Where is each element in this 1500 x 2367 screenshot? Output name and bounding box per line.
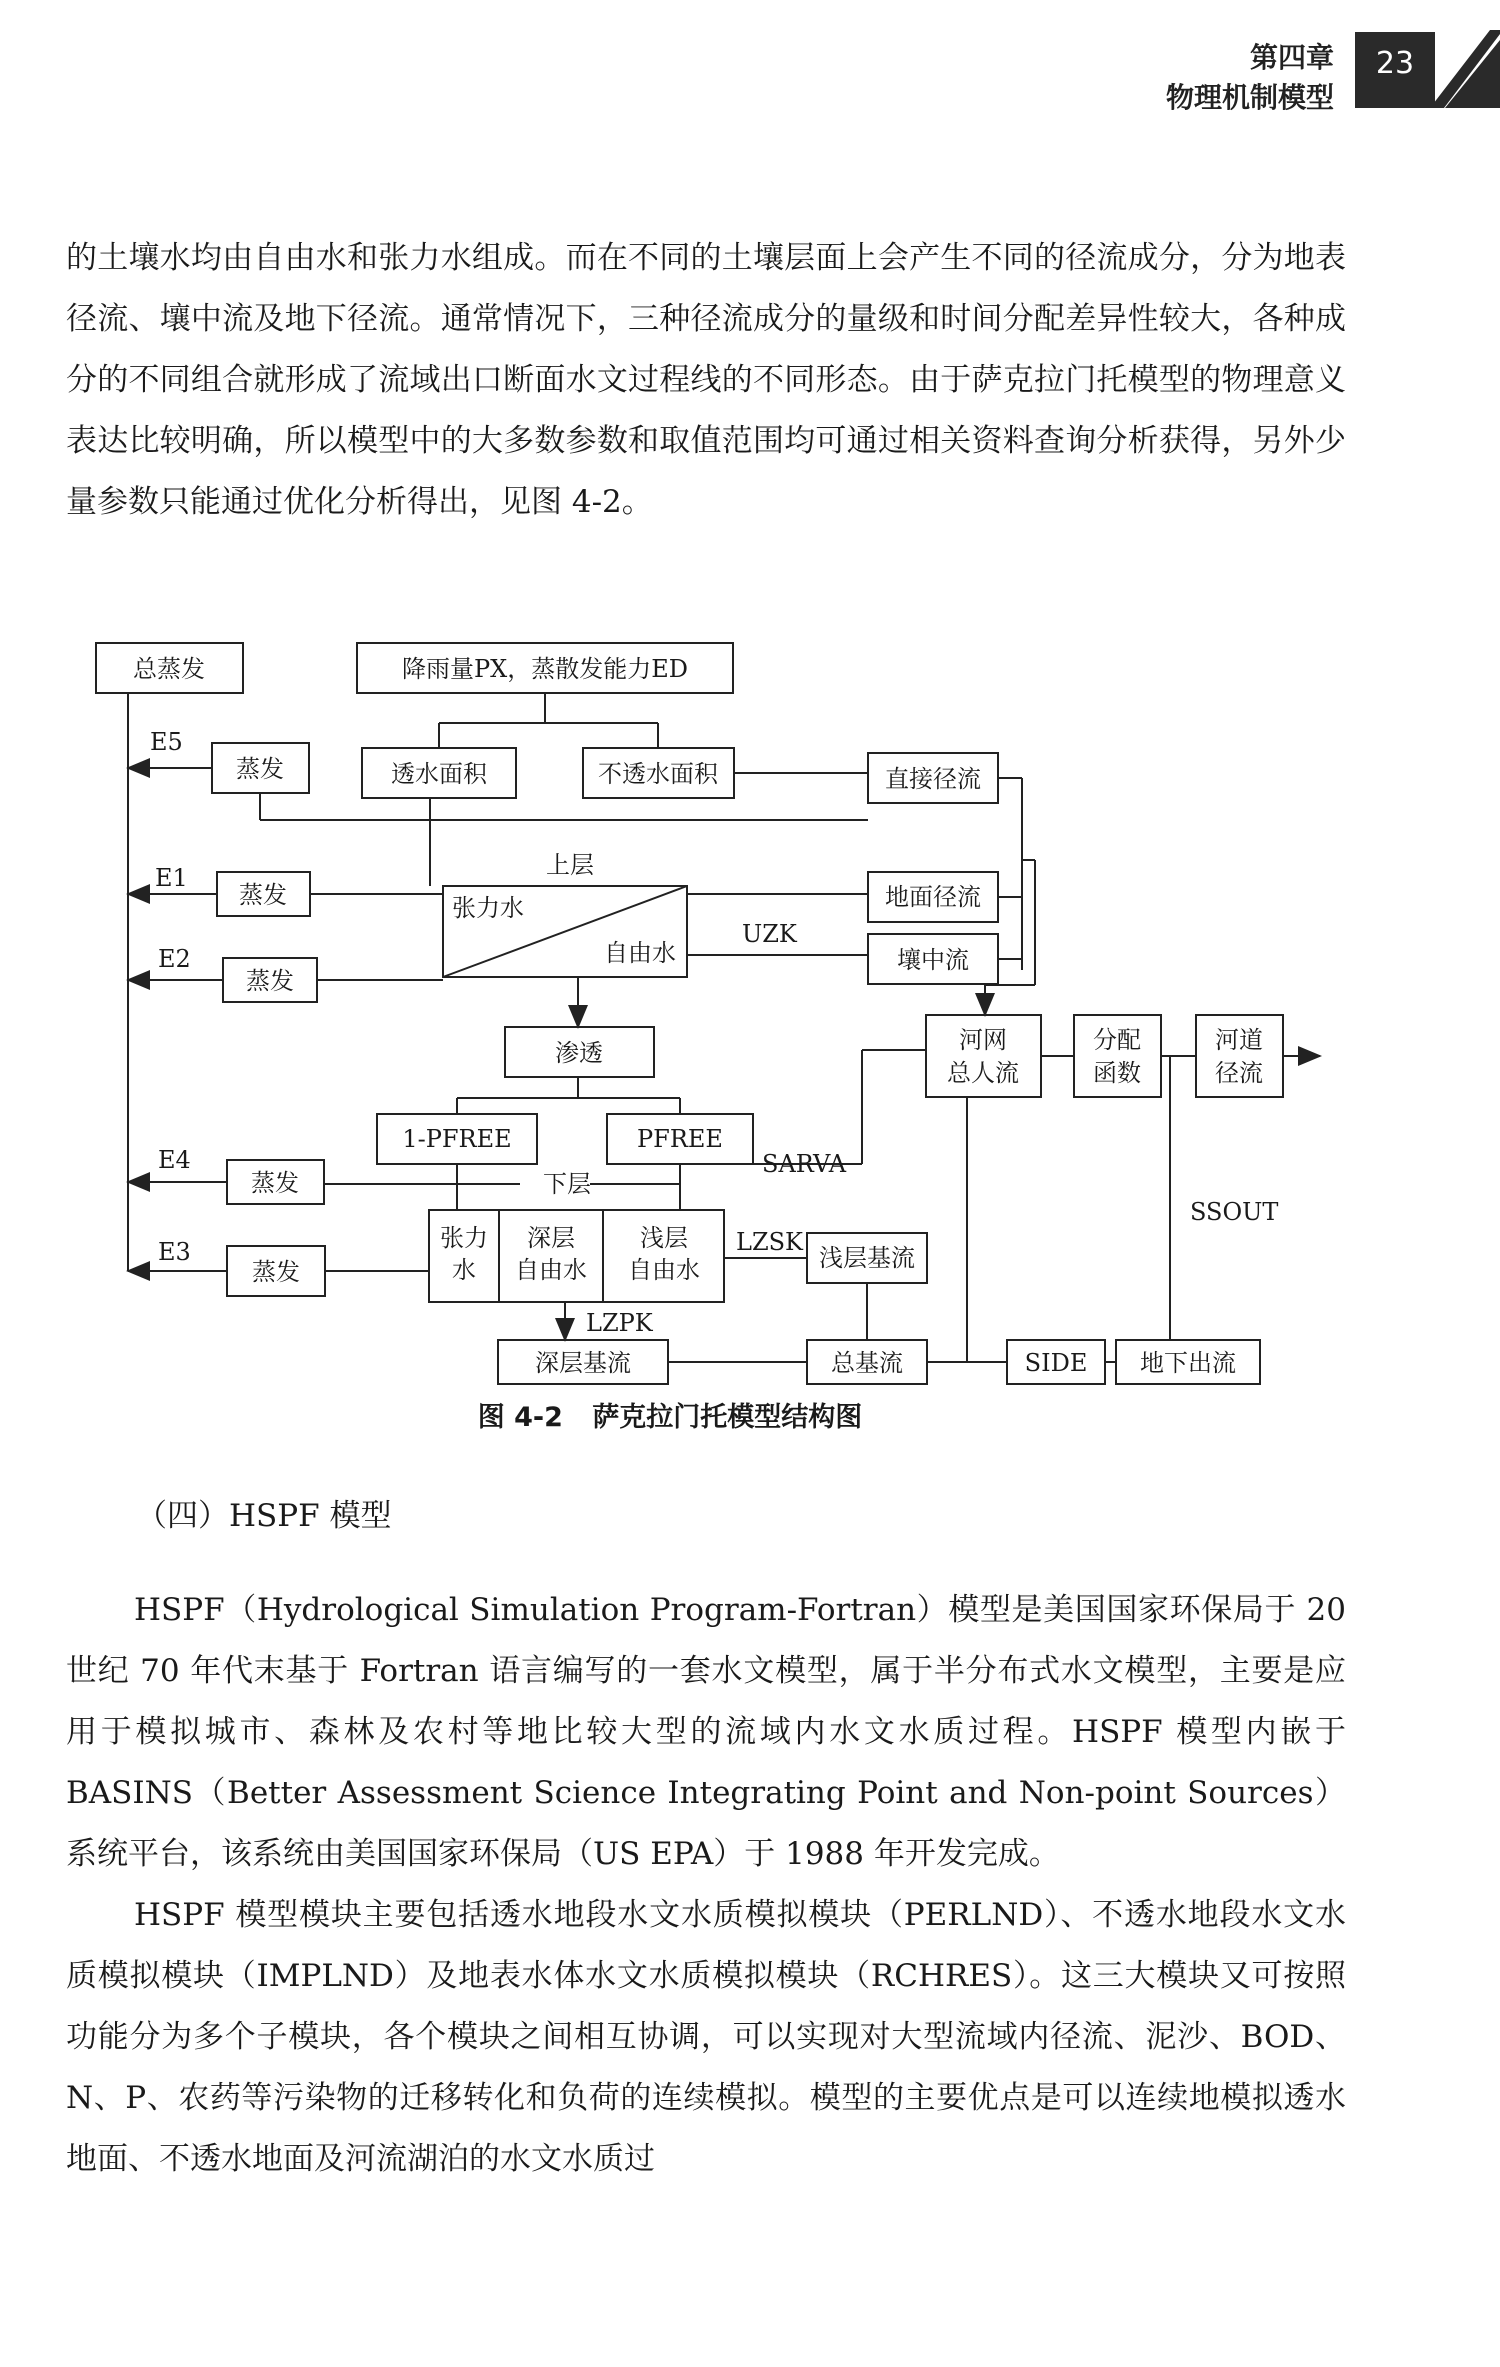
label-free-water: 自由水	[604, 939, 676, 967]
percolation-text: 渗透	[555, 1039, 603, 1067]
evap-e3-text: 蒸发	[252, 1258, 300, 1286]
groundwater-outflow-text: 地下出流	[1140, 1349, 1236, 1377]
label-e3: E3	[158, 1238, 191, 1266]
total-baseflow-text: 总基流	[831, 1349, 903, 1377]
total-evap-text: 总蒸发	[133, 655, 205, 683]
surface-runoff-text: 地面径流	[885, 883, 981, 911]
label-uzk: UZK	[742, 920, 797, 948]
evap-e5-text: 蒸发	[236, 755, 284, 783]
channel-text-2: 径流	[1215, 1059, 1263, 1087]
figure-title: 萨克拉门托模型结构图	[592, 1402, 863, 1433]
lower-tension-text-1: 张力	[440, 1224, 488, 1252]
river-inflow-text-1: 河网	[959, 1026, 1007, 1054]
pfree-text: PFREE	[637, 1125, 723, 1153]
label-e2: E2	[158, 945, 191, 973]
label-sarva: SARVA	[762, 1150, 847, 1178]
hspf-paragraph-1: HSPF（Hydrological Simulation Program-Fortran）模型是美国国家环保局于 20 世纪 70 年代末基于 Fortran 语言编写的一套水文模型，属于半分布式水文模型，主要是应用于模拟城市、森林及农村等地比较大型的流域内水文水质过程。HSPF 模型内嵌于 BASINS（Better Assessment Science Integrating Point and Non-point Sources）系统平台，该系统由美国国家环保局（US EPA）于 1988 年开发完成。	[66, 1592, 1346, 1872]
deep-free-text-2: 自由水	[515, 1256, 587, 1284]
deep-baseflow-text: 深层基流	[535, 1349, 631, 1377]
impervious-text: 不透水面积	[598, 760, 718, 788]
label-upper-layer: 上层	[546, 851, 594, 879]
pervious-text: 透水面积	[391, 760, 487, 788]
chapter-title: 物理机制模型	[1165, 81, 1334, 114]
river-inflow-text-2: 总人流	[947, 1059, 1019, 1087]
label-lzsk: LZSK	[736, 1228, 803, 1256]
deep-free-text-1: 深层	[527, 1224, 575, 1252]
shallow-free-text-2: 自由水	[628, 1256, 700, 1284]
evap-e2-text: 蒸发	[246, 967, 294, 995]
shallow-baseflow-text: 浅层基流	[819, 1244, 915, 1272]
figure-caption	[0, 1395, 1340, 1434]
label-tension-water: 张力水	[452, 894, 524, 922]
side-text: SIDE	[1024, 1349, 1088, 1377]
page-number: 23	[1375, 46, 1415, 81]
shallow-free-text-1: 浅层	[640, 1224, 688, 1252]
label-lower-layer: 下层	[543, 1170, 591, 1198]
evap-e4-text: 蒸发	[251, 1169, 299, 1197]
intro-paragraph: 的土壤水均由自由水和张力水组成。而在不同的土壤层面上会产生不同的径流成分，分为地表径流、壤中流及地下径流。通常情况下，三种径流成分的量级和时间分配差异性较大，各种成分的不同组合就形成了流域出口断面水文过程线的不同形态。由于萨克拉门托模型的物理意义表达比较明确，所以模型中的大多数参数和取值范围均可通过相关资料查询分析获得，另外少量参数只能通过优化分析得出，见图 4-2。	[66, 240, 1346, 520]
one-minus-pfree-text: 1-PFREE	[402, 1125, 512, 1153]
section-heading: （四）HSPF 模型	[136, 1498, 392, 1534]
figure-label: 图 4-2	[477, 1402, 563, 1433]
label-e1: E1	[155, 864, 188, 892]
label-e4: E4	[158, 1146, 191, 1174]
label-e5: E5	[150, 728, 183, 756]
distribution-text-2: 函数	[1093, 1059, 1141, 1087]
channel-text-1: 河道	[1215, 1026, 1263, 1054]
rain-text: 降雨量PX，蒸散发能力ED	[402, 655, 688, 683]
chapter-label: 第四章	[1249, 41, 1334, 74]
evap-e1-text: 蒸发	[239, 881, 287, 909]
label-lzpk: LZPK	[586, 1309, 653, 1337]
hspf-paragraph-2: HSPF 模型模块主要包括透水地段水文水质模拟模块（PERLND）、不透水地段水文水质模拟模块（IMPLND）及地表水体水文水质模拟模块（RCHRES）。这三大模块又可按照功能分为多个子模块，各个模块之间相互协调，可以实现对大型流域内径流、泥沙、BOD、N、P、农药等污染物的迁移转化和负荷的连续模拟。模型的主要优点是可以连续地模拟透水地面、不透水地面及河流湖泊的水文水质过	[66, 1897, 1346, 2177]
label-ssout: SSOUT	[1190, 1198, 1279, 1226]
interflow-text: 壤中流	[897, 946, 969, 974]
lower-tension-text-2: 水	[452, 1256, 476, 1284]
distribution-text-1: 分配	[1093, 1026, 1141, 1054]
direct-runoff-text: 直接径流	[885, 765, 981, 793]
